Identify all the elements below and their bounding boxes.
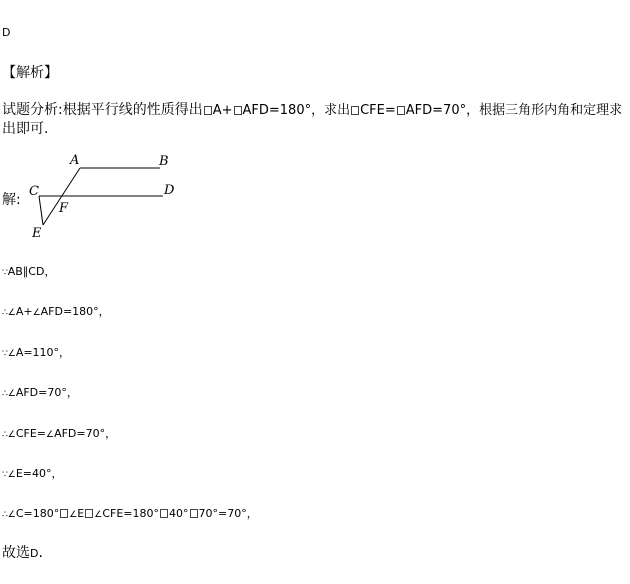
label-e: E — [32, 226, 42, 241]
geometry-figure — [26, 150, 186, 245]
step-6: ∵∠E=40°， — [2, 467, 63, 480]
step-1: ∵AB∥CD， — [2, 265, 56, 278]
answer-letter: D — [2, 26, 11, 39]
analysis-line-1: 试题分析:根据平行线的性质得出 A+ AFD=180°，求出 CFE= AFD=70°，根据三角形内角和定理求 — [2, 102, 623, 118]
step-5: ∴∠CFE=∠AFD=70°， — [2, 427, 117, 440]
missing-glyph-box — [204, 106, 212, 115]
step-2: ∴∠A+∠AFD=180°， — [2, 305, 110, 318]
conclusion: 故选D. — [2, 545, 43, 561]
missing-glyph-box — [397, 106, 405, 115]
line-ce — [39, 196, 43, 225]
solution-label: 解: — [2, 192, 21, 208]
missing-glyph-box — [351, 106, 359, 115]
label-a: A — [70, 153, 80, 168]
step-3: ∵∠A=110°， — [2, 346, 71, 359]
missing-glyph-box — [85, 509, 93, 518]
missing-glyph-box — [60, 509, 68, 518]
missing-glyph-box — [160, 509, 168, 518]
analysis-line-2: 出即可. — [2, 121, 49, 137]
label-f: F — [59, 201, 69, 216]
label-c: C — [29, 184, 39, 199]
missing-glyph-box — [234, 106, 242, 115]
missing-glyph-box — [190, 509, 198, 518]
step-4: ∴∠AFD=70°， — [2, 386, 78, 399]
label-d: D — [164, 183, 175, 198]
step-7: ∴∠C=180° ∠E ∠CFE=180° 40° 70°=70°， — [2, 507, 258, 520]
analysis-heading: 【解析】 — [2, 65, 58, 81]
label-b: B — [159, 154, 169, 169]
